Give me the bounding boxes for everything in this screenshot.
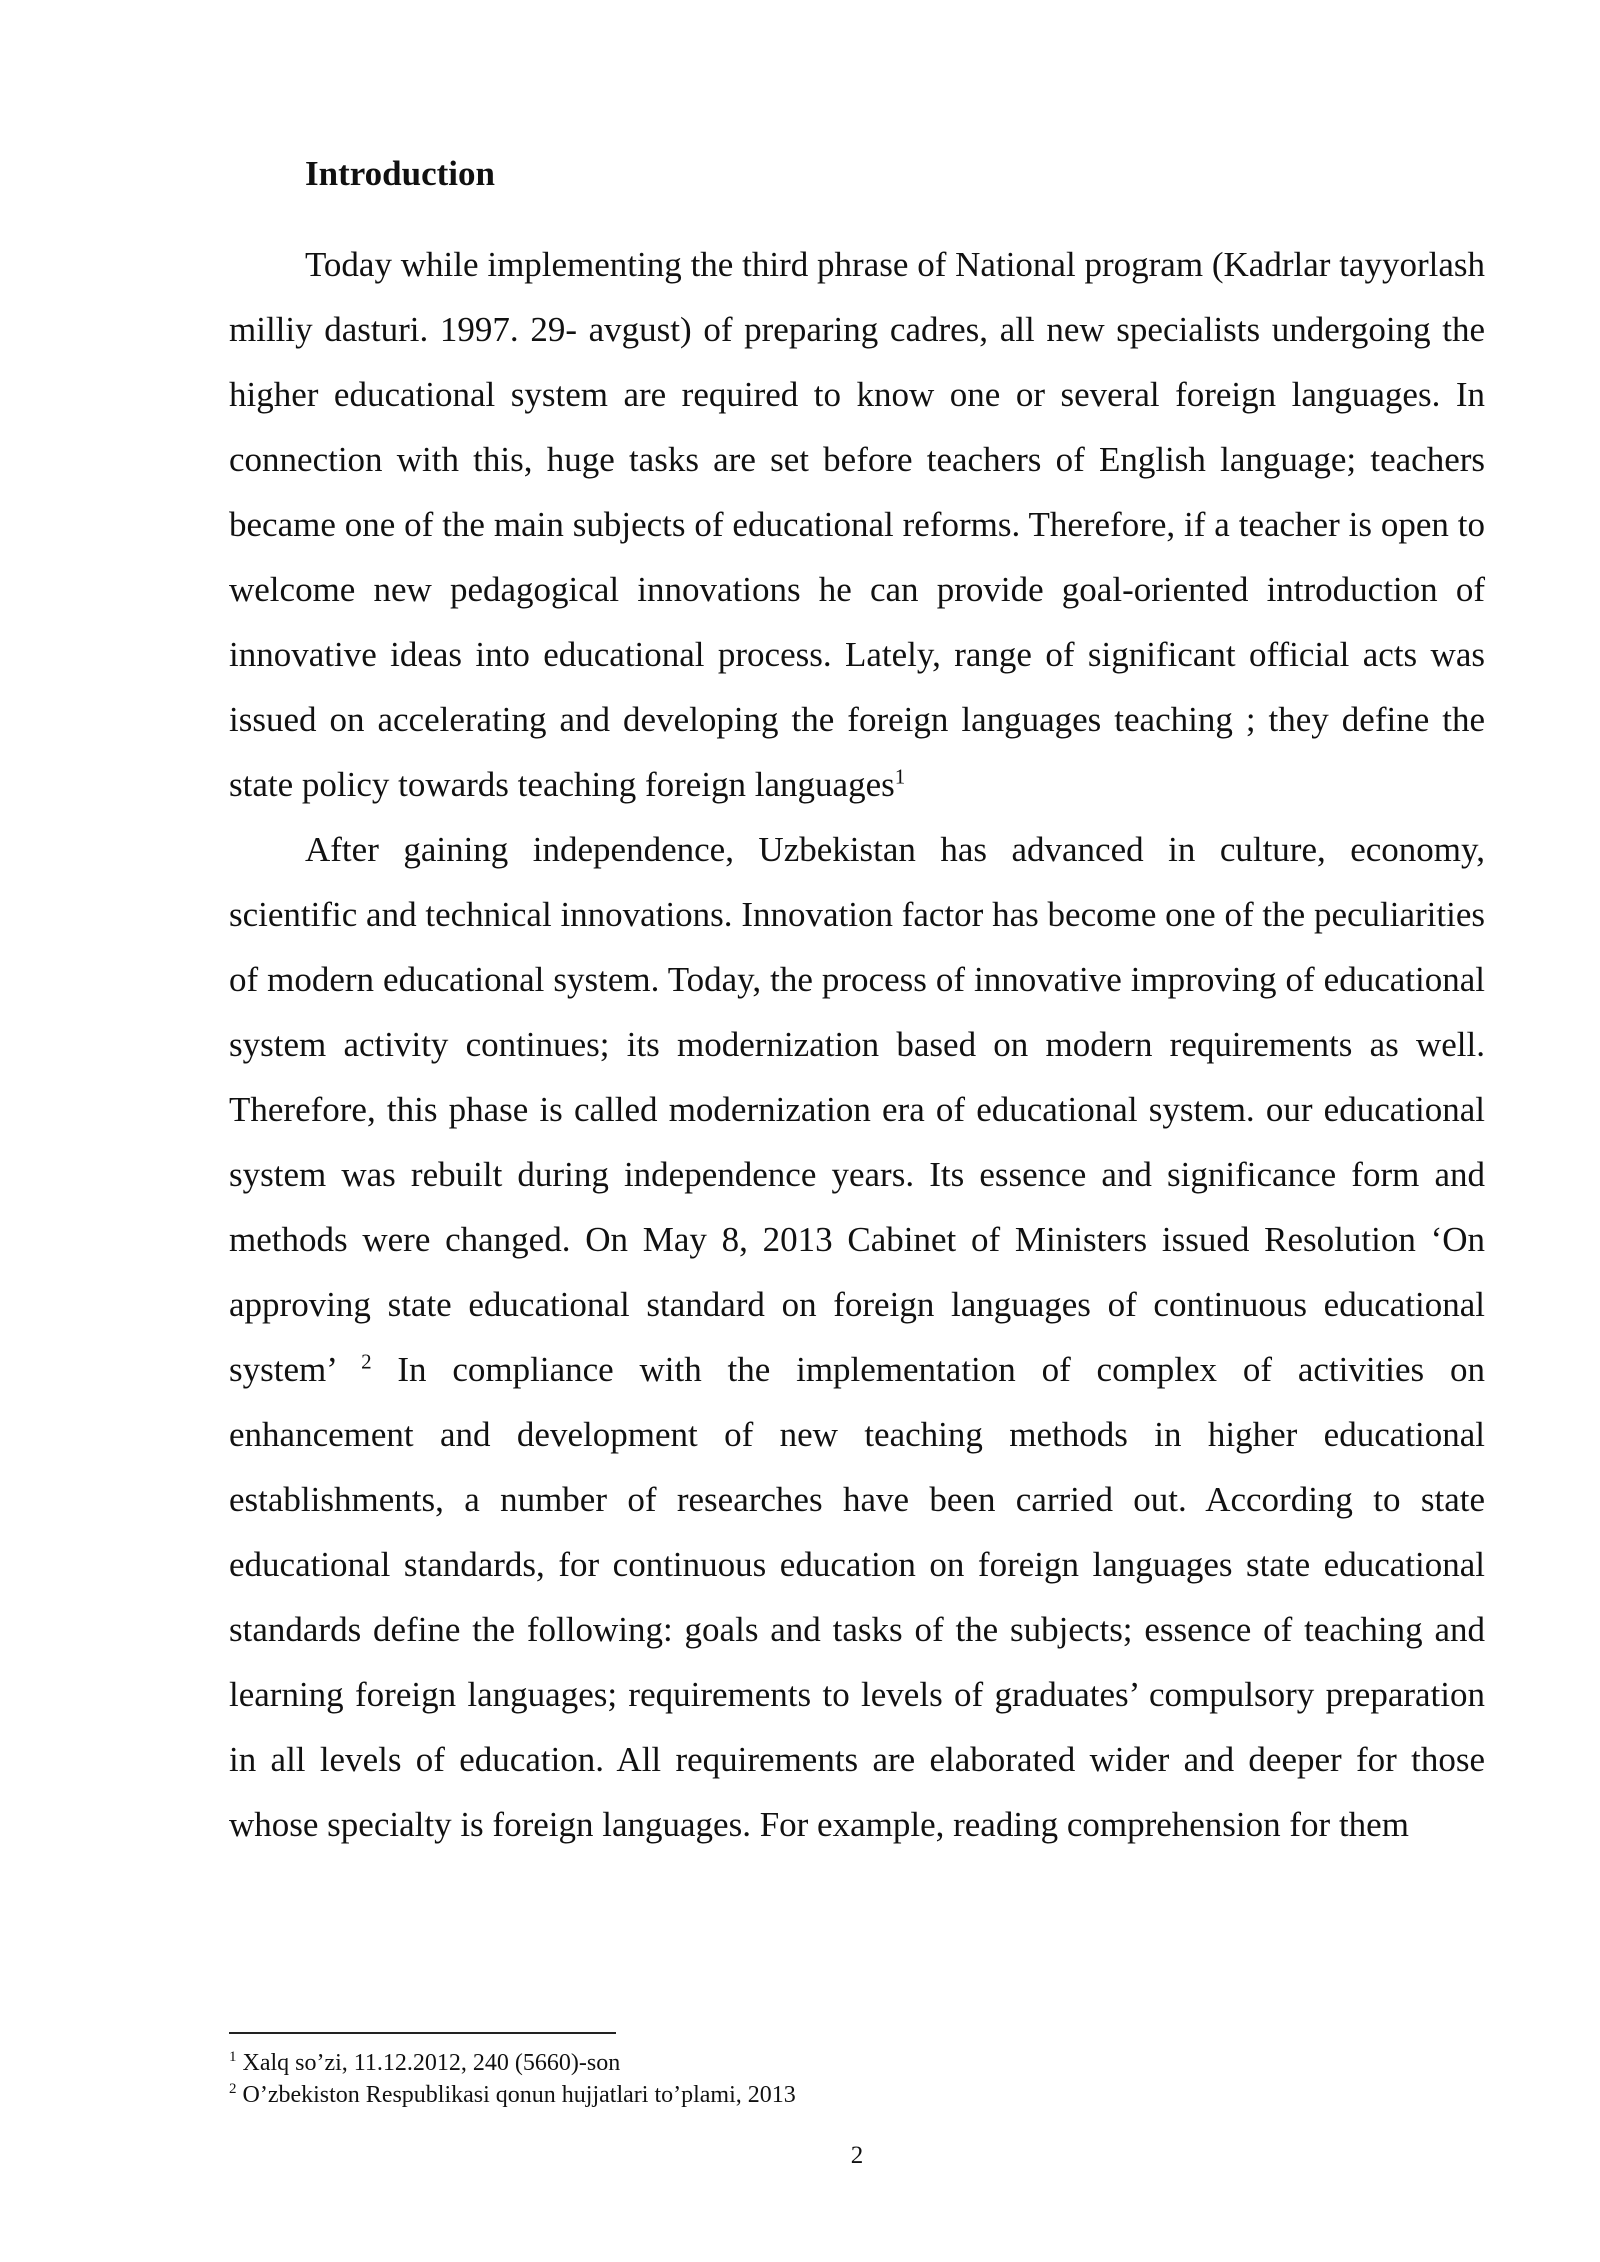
footnote-ref-2[interactable]: 2: [361, 1349, 372, 1374]
document-page: [229, 0, 1485, 2262]
footnote-2-marker: 2: [229, 2081, 237, 2097]
paragraph-1-text: Today while implementing the third phrase of National program (Kadrlar tayyorlash milliy dasturi. 1997. 29- avgust) of preparing cadres, all new specialists undergoing the higher educational system are required to know one or several foreign languages. In connection with this, huge tasks are set before teachers of English language; teachers became one of the main subjects of educational reforms. Therefore, if a teacher is open to welcome new pedagogical innovations he can provide goal-oriented introduction of innovative ideas into educational process. Lately, range of significant official acts was issued on accelerating and developing the foreign languages teaching ; they define the state policy towards teaching foreign languages: [229, 245, 1485, 804]
footnote-2-text: O’zbekiston Respublikasi qonun hujjatlari to’plami, 2013: [236, 2082, 796, 2108]
footnote-1: [229, 2047, 1485, 2079]
page-number: 2: [850, 2142, 864, 2169]
paragraph-2-text-after: In compliance with the implementation of complex of activities on enhancement and development of new teaching methods in higher educational establishments, a number of researches have been carried out. According to state educational standards, for continuous education on foreign languages state educational standards define the following: goals and tasks of the subjects; essence of teaching and learning foreign languages; requirements to levels of graduates’ compulsory preparation in all levels of education. All requirements are elaborated wider and deeper for those whose specialty is foreign languages. For example, reading comprehension for them: [229, 1350, 1485, 1844]
body-text: [229, 232, 1485, 1857]
footnote-1-text: Xalq so’zi, 11.12.2012, 240 (5660)-son: [236, 2050, 621, 2076]
paragraph-2-text: After gaining independence, Uzbekistan has advanced in culture, economy, scientific and technical innovations. Innovation factor has become one of the peculiarities of modern educational system. Today, the process of innovative improving of educational system activity continues; its modernization based on modern requirements as well. Therefore, this phase is called modernization era of educational system. our educational system was rebuilt during independence years. Its essence and significance form and methods were changed. On May 8, 2013 Cabinet of Ministers issued Resolution ‘On approving state educational standard on foreign languages of continuous educational system’: [229, 830, 1485, 1389]
footnote-separator: [229, 2032, 616, 2034]
footnotes: [229, 2047, 1485, 2111]
paragraph-2: [229, 817, 1485, 1857]
footnote-1-marker: 1: [229, 2049, 237, 2065]
footnote-ref-1[interactable]: 1: [894, 764, 906, 789]
section-heading: Introduction: [305, 154, 495, 193]
footnote-2: [229, 2079, 1485, 2111]
paragraph-1: [229, 232, 1485, 817]
